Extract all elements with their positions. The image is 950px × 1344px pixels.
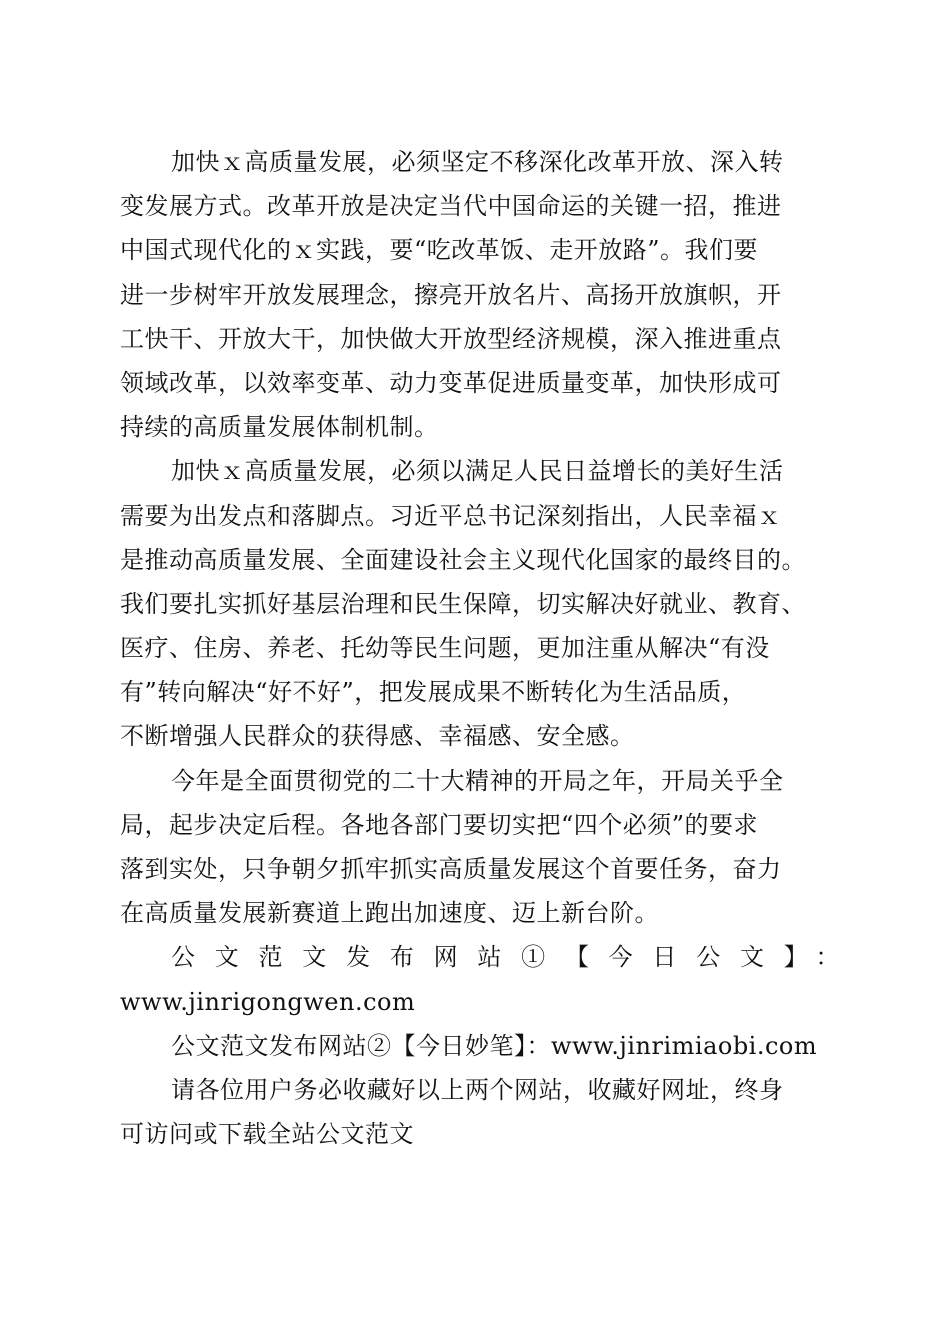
text-line: 今年是全面贯彻党的二十大精神的开局之年，开局关乎全 — [171, 766, 784, 795]
paragraph-website-2 — [120, 1024, 840, 1068]
text-line: 公文范文发布网站②【今日妙笔】：www.jinrimiaobi.com — [171, 1031, 818, 1060]
document-body — [120, 140, 840, 1156]
website-url-link[interactable]: www.jinrigongwen.com — [120, 987, 416, 1016]
paragraph-people-wellbeing — [120, 449, 840, 758]
text-line: 请各位用户务必收藏好以上两个网站，收藏好网址，终身 — [171, 1075, 784, 1104]
text-line: 加快ｘ高质量发展，必须坚定不移深化改革开放、深入转 — [171, 148, 784, 176]
paragraph-bookmark-notice — [120, 1068, 840, 1156]
text-line: 是推动高质量发展、全面建设社会主义现代化国家的最终目的。 — [120, 545, 806, 574]
text-line: 工快干、开放大干，加快做大开放型经济规模，深入推进重点 — [120, 324, 782, 353]
text-line: 不断增强人民群众的获得感、幸福感、安全感。 — [120, 722, 635, 751]
text-line: 有”转向解决“好不好”，把发展成果不断转化为生活品质， — [120, 678, 747, 707]
text-line: 进一步树牢开放发展理念，擦亮开放名片、高扬开放旗帜，开 — [120, 280, 782, 309]
text-line: 持续的高质量发展体制机制。 — [120, 413, 439, 442]
text-line: 我们要扎实抓好基层治理和民生保障，切实解决好就业、教育、 — [120, 589, 806, 618]
text-line: 可访问或下载全站公文范文 — [120, 1120, 414, 1149]
text-line: 领域改革，以效率变革、动力变革促进质量变革，加快形成可 — [120, 368, 782, 397]
text-line: 中国式现代化的ｘ实践，要“吃改革饭、走开放路”。我们要 — [120, 236, 759, 265]
text-line: 加快ｘ高质量发展，必须以满足人民日益增长的美好生活 — [171, 457, 784, 486]
text-line: 需要为出发点和落脚点。习近平总书记深刻指出，人民幸福ｘ — [120, 501, 782, 530]
text-line: 局，起步决定后程。各地各部门要切实把“四个必须”的要求 — [120, 810, 759, 839]
text-line: 在高质量发展新赛道上跑出加速度、迈上新台阶。 — [120, 899, 659, 928]
text-line: 变发展方式。改革开放是决定当代中国命运的关键一招，推进 — [120, 192, 782, 221]
text-line: 落到实处，只争朝夕抓牢抓实高质量发展这个首要任务，奋力 — [120, 855, 782, 883]
text-line: 公文范文发布网站①【今日公文】： — [171, 943, 840, 972]
text-line: 医疗、住房、养老、托幼等民生问题，更加注重从解决“有没 — [120, 634, 770, 663]
paragraph-reform-opening — [120, 140, 840, 449]
paragraph-this-year — [120, 759, 840, 936]
paragraph-website-1 — [120, 935, 840, 1023]
